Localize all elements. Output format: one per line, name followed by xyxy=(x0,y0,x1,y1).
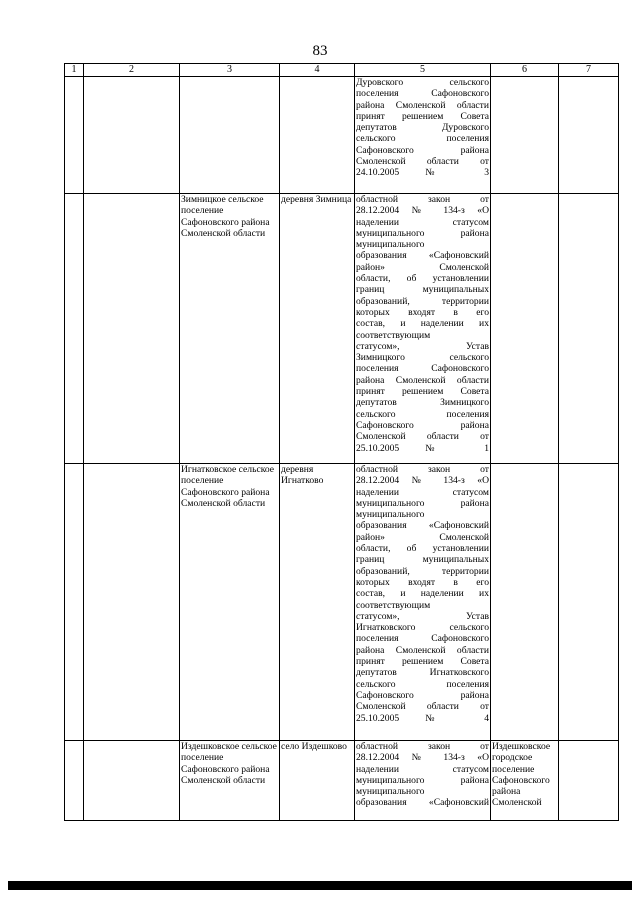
cell-text: Издешковское сельское поселение Сафоновского района Смоленской области xyxy=(181,741,277,786)
table-row xyxy=(65,741,619,821)
table-cell-col2 xyxy=(84,741,180,821)
cell-text-line: сельского поселения xyxy=(356,408,489,420)
cell-text-line: образований, территории xyxy=(356,295,489,307)
cell-text-line: депутатов Зимницкого xyxy=(356,397,489,409)
table-cell-col7 xyxy=(559,741,619,821)
cell-text-line: принят решением Совета xyxy=(356,110,489,122)
cell-text-line: 28.12.2004 № 134-з «О xyxy=(356,205,489,217)
cell-text-line: 24.10.2005 № 3 xyxy=(356,167,489,179)
table-cell-col6 xyxy=(491,77,559,194)
table-cell-col4 xyxy=(280,77,355,194)
cell-text-line: области, об установлении xyxy=(356,273,489,285)
cell-text-line: Смоленской области от xyxy=(356,431,489,443)
table-cell-col2 xyxy=(84,77,180,194)
cell-text-line: депутатов Игнатковского xyxy=(356,667,489,679)
column-header: 4 xyxy=(280,64,355,77)
cell-text-line: Смоленской области от xyxy=(356,701,489,713)
table-cell-col5 xyxy=(355,741,491,821)
table-cell-col4 xyxy=(280,741,355,821)
cell-text-line: Сафоновского района xyxy=(356,419,489,431)
cell-text-line: области, об установлении xyxy=(356,543,489,555)
table-body xyxy=(65,77,619,821)
table-cell-col7 xyxy=(559,194,619,464)
cell-text-line: состав, и наделении их xyxy=(356,318,489,330)
cell-text-line: поселения Сафоновского xyxy=(356,363,489,375)
table-cell-col2 xyxy=(84,464,180,741)
table-cell-col4 xyxy=(280,464,355,741)
cell-text: деревня Зимница xyxy=(281,194,352,205)
cell-text-line: наделении статусом xyxy=(356,216,489,228)
cell-text-line: муниципального xyxy=(356,509,425,521)
cell-text-line: которых входят в его xyxy=(356,576,489,588)
cell-text-line: образования «Сафоновский xyxy=(356,520,489,532)
cell-text-line: областной закон от xyxy=(356,464,489,475)
cell-text-line: муниципального xyxy=(356,239,425,251)
cell-text-line: образования «Сафоновский xyxy=(356,797,489,809)
cell-text-line: сельского поселения xyxy=(356,678,489,690)
table-cell-col3 xyxy=(180,741,280,821)
table-cell-col7 xyxy=(559,77,619,194)
column-header: 5 xyxy=(355,64,491,77)
cell-text-line: Сафоновского района xyxy=(356,689,489,701)
cell-text-line: статусом», Устав xyxy=(356,610,489,622)
cell-text-line: 28.12.2004 № 134-з «О xyxy=(356,475,489,487)
cell-text-line: наделении статусом xyxy=(356,486,489,498)
cell-text: Игнатковское сельское поселение Сафоновского района Смоленской области xyxy=(181,464,275,509)
cell-text-line: 28.12.2004 № 134-з «О xyxy=(356,752,489,764)
cell-text-line: границ муниципальных xyxy=(356,554,489,566)
cell-text: Издешковское городское поселение Сафоновского района Смоленской xyxy=(492,741,551,809)
cell-text-line: образования «Сафоновский xyxy=(356,250,489,262)
cell-text-line: состав, и наделении их xyxy=(356,588,489,600)
table-cell-col1 xyxy=(65,77,84,194)
page-number: 83 xyxy=(312,43,328,59)
cell-text-line: областной закон от xyxy=(356,194,489,205)
table-cell-col3 xyxy=(180,464,280,741)
cell-text-line: район» Смоленской xyxy=(356,531,489,543)
cell-text-line: принят решением Совета xyxy=(356,386,489,398)
table-cell-col6 xyxy=(491,194,559,464)
cell-text-line: сельского поселения xyxy=(356,133,489,145)
cell-text-line: областной закон от xyxy=(356,741,489,752)
table-row xyxy=(65,194,619,464)
table-cell-col1 xyxy=(65,464,84,741)
table-cell-col4 xyxy=(280,194,355,464)
cell-text-line: 25.10.2005 № 4 xyxy=(356,712,489,724)
cell-text-line: депутатов Дуровского xyxy=(356,122,489,134)
cell-text-line: муниципального района xyxy=(356,227,489,239)
cell-text-line: соответствующим xyxy=(356,599,431,611)
cell-text-line: Зимницкого сельского xyxy=(356,352,489,364)
cell-text: деревня Игнатково xyxy=(281,464,324,487)
cell-text-line: муниципального xyxy=(356,786,425,798)
cell-text-line: муниципального района xyxy=(356,497,489,509)
table-cell-col1 xyxy=(65,194,84,464)
cell-text-line: Сафоновского района xyxy=(356,144,489,156)
table-cell-col1 xyxy=(65,741,84,821)
table-row xyxy=(65,77,619,194)
column-header: 3 xyxy=(180,64,280,77)
table-cell-col3 xyxy=(180,77,280,194)
cell-text-line: образований, территории xyxy=(356,565,489,577)
header-row xyxy=(65,64,619,77)
cell-text: село Издешково xyxy=(281,741,347,752)
table-cell-col3 xyxy=(180,194,280,464)
cell-text-line: границ муниципальных xyxy=(356,284,489,296)
column-header: 2 xyxy=(84,64,180,77)
cell-text-line: поселения Сафоновского xyxy=(356,88,489,100)
table-cell-col5 xyxy=(355,464,491,741)
table-cell-col7 xyxy=(559,464,619,741)
cell-text-line: Смоленской области от xyxy=(356,156,489,168)
cell-text-line: принят решением Совета xyxy=(356,656,489,668)
cell-text-line: наделении статусом xyxy=(356,763,489,775)
cell-text: Зимницкое сельское поселение Сафоновского района Смоленской области xyxy=(181,194,270,239)
cell-text-line: Игнатковского сельского xyxy=(356,622,489,634)
cell-text-line: поселения Сафоновского xyxy=(356,633,489,645)
table-cell-col5 xyxy=(355,194,491,464)
cell-text-line: район» Смоленской xyxy=(356,261,489,273)
table-cell-col5 xyxy=(355,77,491,194)
column-header: 1 xyxy=(65,64,84,77)
cell-text-line: района Смоленской области xyxy=(356,374,489,386)
cell-text-line: статусом», Устав xyxy=(356,340,489,352)
cell-text-line: соответствующим xyxy=(356,329,431,341)
column-header: 6 xyxy=(491,64,559,77)
data-table xyxy=(64,63,619,821)
cell-text-line: муниципального района xyxy=(356,774,489,786)
table-cell-col6 xyxy=(491,464,559,741)
cell-text-line: района Смоленской области xyxy=(356,99,489,111)
cell-text-line: которых входят в его xyxy=(356,306,489,318)
column-header: 7 xyxy=(559,64,619,77)
table-row xyxy=(65,464,619,741)
scan-edge-bar xyxy=(8,881,632,890)
table-cell-col6 xyxy=(491,741,559,821)
cell-text-line: 25.10.2005 № 1 xyxy=(356,442,489,454)
table-cell-col2 xyxy=(84,194,180,464)
cell-text-line: Дуровского сельского xyxy=(356,77,489,88)
cell-text-line: района Смоленской области xyxy=(356,644,489,656)
